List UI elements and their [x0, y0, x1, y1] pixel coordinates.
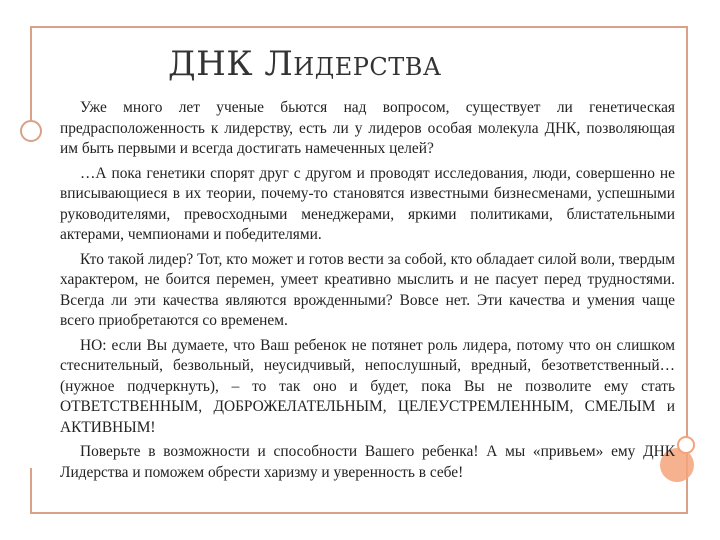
- paragraph-4: НО: если Вы думаете, что Ваш ребенок не потянет роль лидера, потому что он слишком стеснительный, безвольный, неусидчивый, непослушный, вредный, безответственный… (нужное подчеркнуть), – то так оно и будет, пока Вы не позволите ему стать ОТВЕТСТВЕННЫМ, ДОБРОЖЕЛАТЕЛЬНЫМ, ЦЕЛЕУСТРЕМЛЕННЫМ, СМЕЛЫМ и АКТИВНЫМ!: [60, 336, 675, 436]
- title-rest: ИДЕРСТВА: [293, 53, 442, 81]
- frame-left-line-top: [30, 26, 32, 122]
- paragraph-5: Поверьте в возможности и способности Вашего ребенка! А мы «привьем» ему ДНК Лидерства и поможем обрести харизму и уверенность в себе!: [60, 443, 675, 481]
- frame-left-line-bottom: [30, 468, 32, 514]
- decorative-circle-top-left: [20, 120, 42, 142]
- paragraph-1: Уже много лет ученые бьются над вопросом, существует ли генетическая предрасположенность к лидерству, есть ли у лидеров особая молекула ДНК, позволяющая им быть первыми и всегда достигать намеченных целей?: [60, 99, 675, 157]
- decorative-ring-bottom-right: [677, 436, 695, 454]
- title-first-letters: ДНК Л: [168, 44, 294, 84]
- page-title: [168, 44, 442, 84]
- body-text: [60, 98, 675, 487]
- paragraph-3: Кто такой лидер? Тот, кто может и готов вести за собой, кто обладает силой воли, твердым характером, не боится перемен, умеет креативно мыслить и не пасует перед трудностями. Всегда ли эти качества являются врожденными? Вовсе нет. Эти качества и умения чаще всего приобретаются со временем.: [60, 250, 675, 329]
- paragraph-2: …А пока генетики спорят друг с другом и проводят исследования, люди, совершенно не вписывающиеся в их теории, почему-то становятся известными бизнесменами, успешными руководителями, превосходными менеджерами, яркими политиками, блистательными актерами, чемпионами и победителями.: [60, 164, 675, 243]
